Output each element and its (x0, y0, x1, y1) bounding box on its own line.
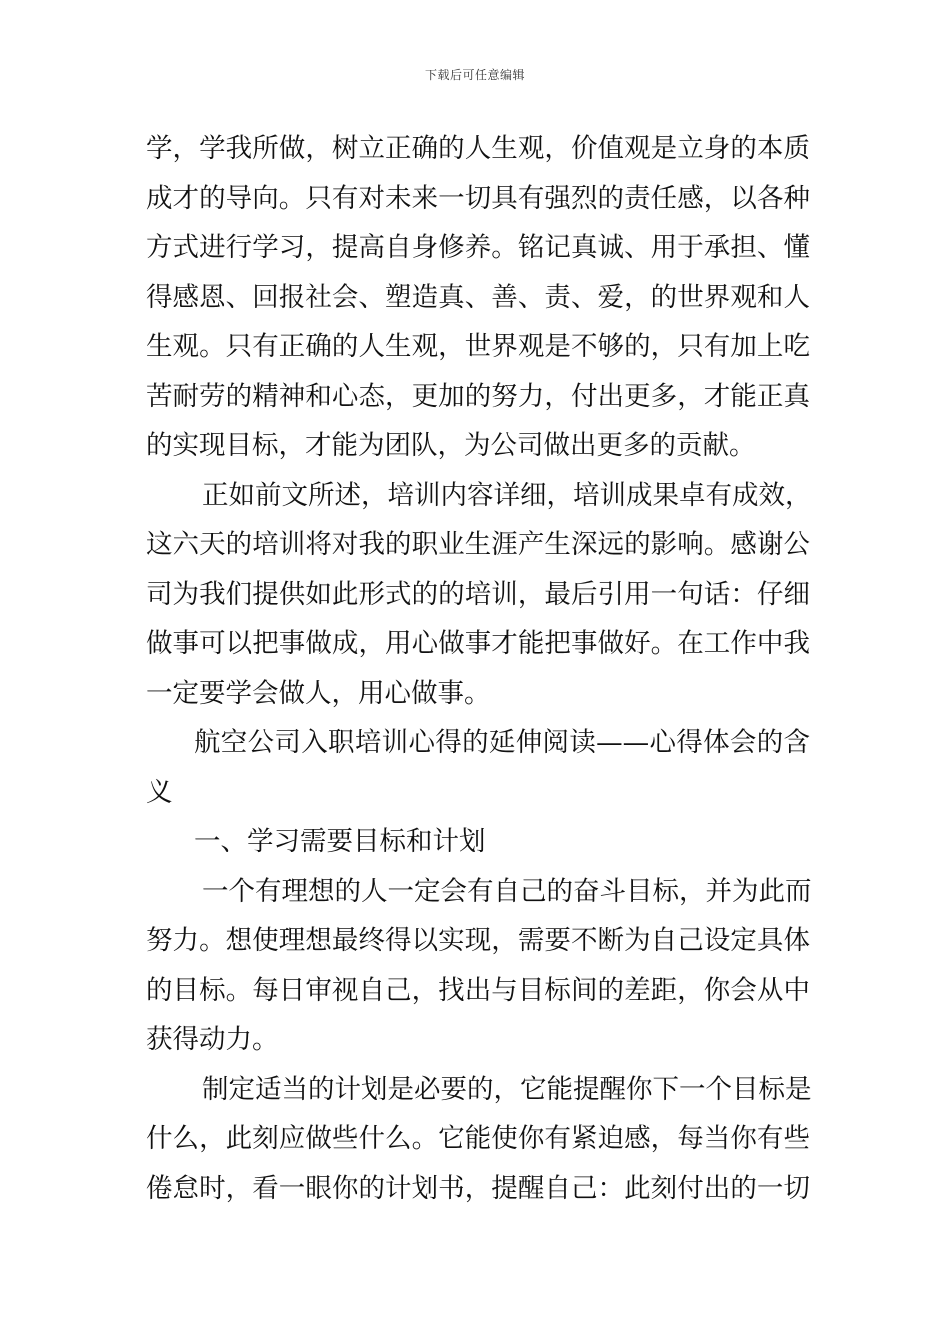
text-line: 的实现目标，才能为团队，为公司做出更多的贡献。 (146, 430, 756, 461)
text-line: 方式进行学习，提高自身修养。铭记真诚、用于承担、懂 (146, 232, 810, 263)
section-title-continuation: 义 (146, 776, 173, 808)
text-line: 获得动力。 (146, 1024, 279, 1055)
text-line: 做事可以把事做成，用心做事才能把事做好。在工作中我 (146, 628, 810, 659)
page-header-note: 下载后可任意编辑 (424, 68, 525, 82)
text-line: 努力。想使理想最终得以实现，需要不断为自己设定具体 (146, 925, 810, 956)
text-line: 司为我们提供如此形式的的培训，最后引用一句话：仔细 (146, 578, 810, 610)
text-line: 苦耐劳的精神和心态，更加的努力，付出更多，才能正真 (146, 380, 810, 412)
text-line: 什么，此刻应做些什么。它能使你有紧迫感，每当你有些 (146, 1123, 810, 1154)
text-line: 得感恩、回报社会、塑造真、善、责、爱，的世界观和人 (146, 281, 810, 313)
section-title-line: 航空公司入职培训心得的延伸阅读——心得体会的含 (194, 727, 810, 758)
text-line: 生观。只有正确的人生观，世界观是不够的，只有加上吃 (146, 331, 810, 362)
text-line: 倦怠时，看一眼你的计划书，提醒自己：此刻付出的一切 (146, 1172, 810, 1204)
paragraph-first-line: 制定适当的计划是必要的，它能提醒你下一个目标是 (202, 1073, 812, 1105)
text-line: 成才的导向。只有对未来一切具有强烈的责任感，以各种 (146, 182, 810, 214)
document-body (146, 124, 810, 1213)
text-line: 的目标。每日审视自己，找出与目标间的差距，你会从中 (146, 974, 810, 1006)
subheading: 一、学习需要目标和计划 (194, 826, 486, 857)
text-line: 这六天的培训将对我的职业生涯产生深远的影响。感谢公 (146, 529, 810, 560)
paragraph-first-line: 一个有理想的人一定会有自己的奋斗目标，并为此而 (202, 875, 812, 907)
paragraph-first-line: 正如前文所述，培训内容详细，培训成果卓有成效， (202, 479, 812, 511)
text-line: 学，学我所做，树立正确的人生观，价值观是立身的本质 (146, 133, 810, 164)
text-line: 一定要学会做人，用心做事。 (146, 677, 491, 709)
